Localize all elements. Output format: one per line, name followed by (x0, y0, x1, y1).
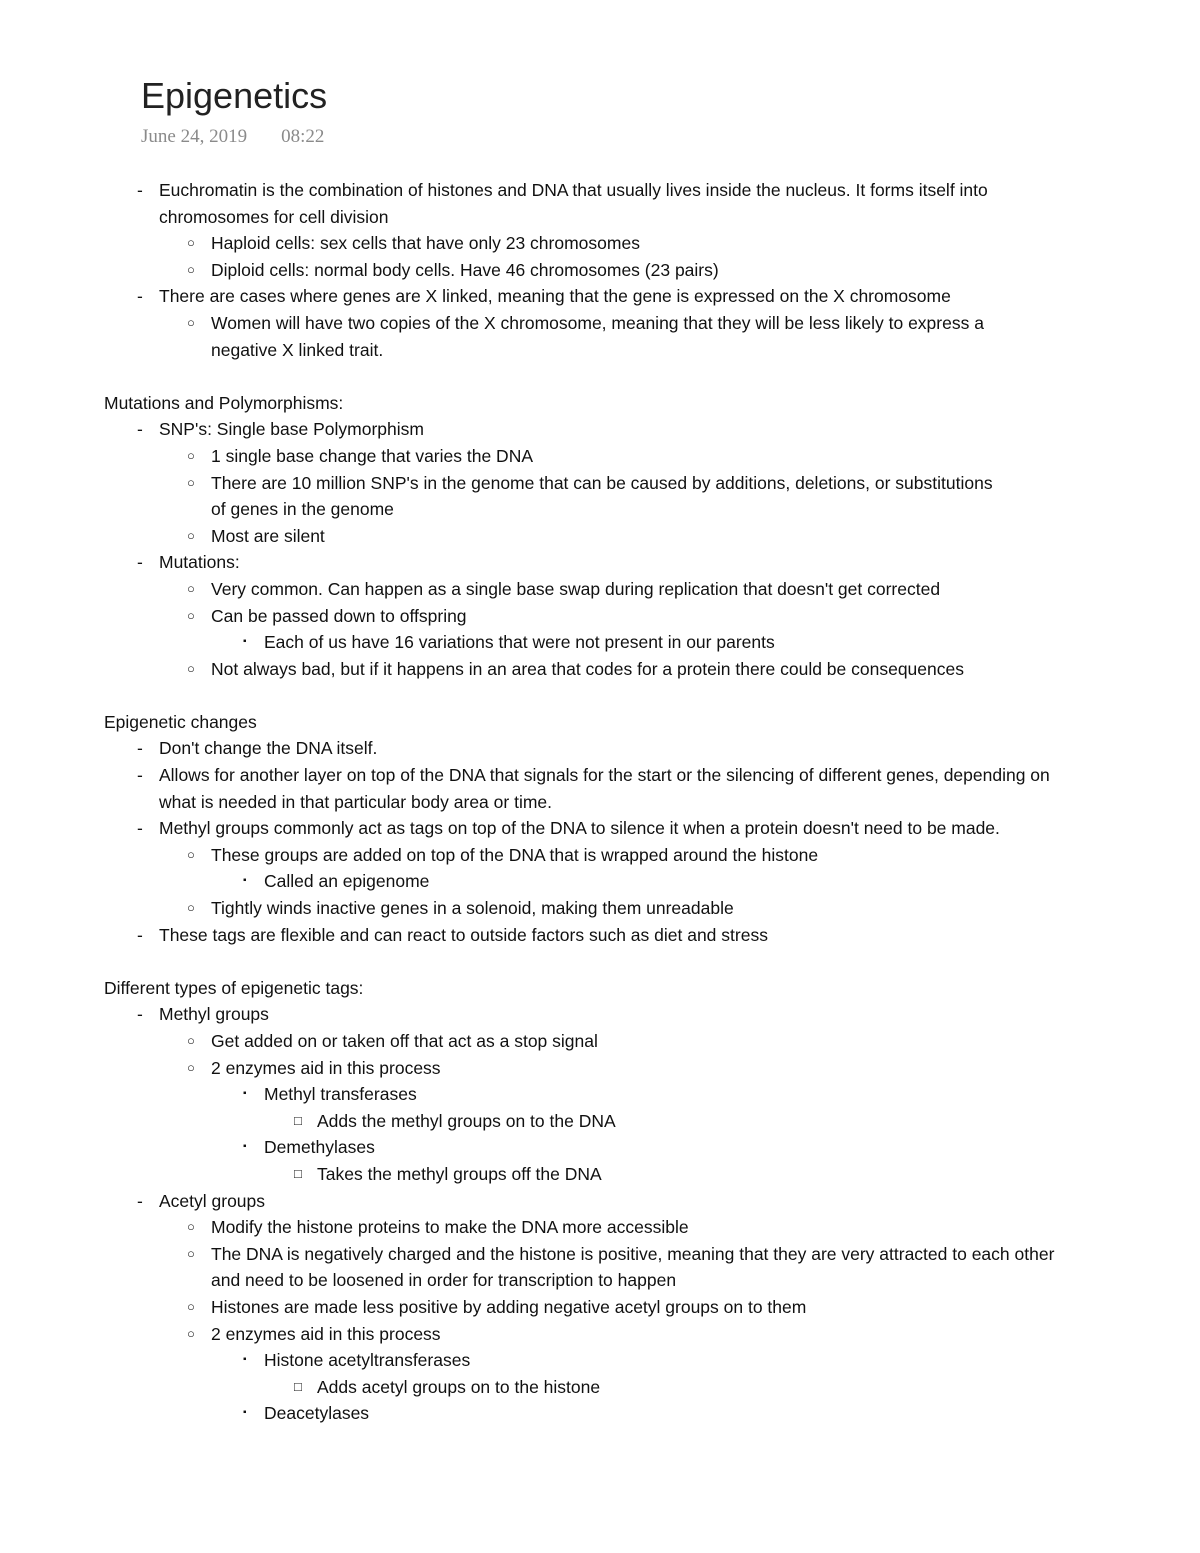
list-item (159, 523, 1104, 550)
note-body (104, 177, 1104, 1427)
list-item (211, 629, 1104, 656)
list-item (159, 230, 1104, 257)
sub-list (264, 1161, 1104, 1188)
list-item (104, 416, 1104, 549)
list-item-text: Acetyl groups (159, 1190, 266, 1211)
list-item-text: Modify the histone proteins to make the DNA more accessible (211, 1217, 689, 1238)
list-item-text: Can be passed down to offspring (211, 605, 467, 626)
sub-list (159, 1028, 1104, 1188)
dash-bullet: - (137, 1004, 143, 1025)
list-item (159, 1294, 1104, 1321)
square-bullet: ▪ (243, 875, 247, 887)
circle-bullet: ○ (187, 314, 195, 330)
list-item (104, 762, 1104, 815)
list-item-text: These tags are flexible and can react to outside factors such as diet and stress (159, 924, 768, 945)
square-bullet: ▪ (243, 636, 247, 648)
list-item-text: Takes the methyl groups off the DNA (317, 1163, 602, 1184)
dash-bullet: - (137, 1190, 143, 1211)
note-timestamp (141, 125, 324, 149)
list-item (159, 603, 1104, 656)
list-item (159, 1055, 1104, 1188)
list-item-text: Don't change the DNA itself. (159, 738, 378, 759)
list-item (211, 868, 1104, 895)
circle-bullet: ○ (187, 580, 195, 596)
circle-bullet: ○ (187, 1325, 195, 1341)
list-item (264, 1374, 1104, 1401)
list-item-text: Methyl transferases (264, 1084, 417, 1105)
checkbox-bullet: □ (294, 1112, 302, 1128)
sub-list (264, 1108, 1104, 1135)
circle-bullet: ○ (187, 607, 195, 623)
list-item (211, 1347, 1104, 1400)
section-heading-epigenetic-changes: Epigenetic changes (104, 711, 257, 732)
circle-bullet: ○ (187, 900, 195, 916)
list-item-text: Women will have two copies of the X chromosome, meaning that they will be less likely to express a negative X linked trait. (211, 312, 984, 360)
dash-bullet: - (137, 765, 143, 786)
list-item (104, 922, 1104, 949)
list-item-text: Adds acetyl groups on to the histone (317, 1376, 601, 1397)
list-item (159, 1241, 1104, 1294)
sub-list (159, 230, 1104, 283)
mutations-list (104, 416, 1104, 682)
list-item (264, 1108, 1104, 1135)
list-item (264, 1161, 1104, 1188)
list-item (104, 177, 1104, 283)
dash-bullet: - (137, 419, 143, 440)
list-item-text: Tightly winds inactive genes in a solenoid, making them unreadable (211, 898, 734, 919)
dash-bullet: - (137, 738, 143, 759)
sub-list (159, 1214, 1104, 1427)
list-item (159, 1214, 1104, 1241)
note-date: June 24, 2019 (141, 126, 248, 147)
dash-bullet: - (137, 180, 143, 200)
list-item-text: SNP's: Single base Polymorphism (159, 419, 424, 440)
sub-list (211, 1347, 1104, 1427)
circle-bullet: ○ (187, 474, 195, 490)
list-item (104, 815, 1104, 921)
list-item-text: Methyl groups commonly act as tags on top of the DNA to silence it when a protein doesn't need to be made. (159, 818, 1000, 839)
sub-list (211, 868, 1104, 895)
section-heading-tag-types: Different types of epigenetic tags: (104, 977, 364, 998)
square-bullet: ▪ (243, 1407, 247, 1419)
circle-bullet: ○ (187, 261, 195, 277)
sub-list (159, 443, 1104, 549)
sub-list (211, 1081, 1104, 1187)
list-item-text: Methyl groups (159, 1004, 269, 1025)
spacer (104, 682, 1104, 709)
list-item (159, 842, 1104, 895)
list-item (104, 1001, 1104, 1187)
epigenetic-changes-list (104, 735, 1104, 948)
list-item-text: Not always bad, but if it happens in an area that codes for a protein there could be consequences (211, 658, 964, 679)
list-item-text: Deacetylases (264, 1403, 370, 1424)
list-item-text: 1 single base change that varies the DNA (211, 445, 533, 466)
list-item-text: Histone acetyltransferases (264, 1350, 471, 1371)
dash-bullet: - (137, 552, 143, 573)
list-item-text: Euchromatin is the combination of histones and DNA that usually lives inside the nucleus. It forms itself into chromosomes for cell division (159, 180, 988, 227)
list-item (211, 1134, 1104, 1187)
checkbox-bullet: □ (294, 1378, 302, 1394)
list-item-text: Very common. Can happen as a single base swap during replication that doesn't get corrected (211, 578, 941, 599)
list-item (104, 735, 1104, 762)
list-item-text: 2 enzymes aid in this process (211, 1323, 441, 1344)
list-item-text: Mutations: (159, 552, 240, 573)
list-item (104, 1188, 1104, 1427)
list-item-text: Each of us have 16 variations that were not present in our parents (264, 632, 775, 653)
sub-list (159, 576, 1104, 682)
list-item-text: 2 enzymes aid in this process (211, 1057, 441, 1078)
list-item-text: Get added on or taken off that act as a stop signal (211, 1031, 598, 1051)
spacer (104, 363, 1104, 390)
spacer (104, 948, 1104, 975)
circle-bullet: ○ (187, 447, 195, 463)
sub-list (264, 1374, 1104, 1401)
list-item-text: Haploid cells: sex cells that have only 23 chromosomes (211, 233, 640, 254)
circle-bullet: ○ (187, 1059, 195, 1075)
circle-bullet: ○ (187, 527, 195, 543)
list-item (104, 283, 1104, 363)
list-item (211, 1081, 1104, 1134)
sub-list (211, 629, 1104, 656)
list-item (159, 576, 1104, 603)
list-item (159, 656, 1104, 683)
circle-bullet: ○ (187, 1033, 195, 1048)
dash-bullet: - (137, 286, 143, 307)
circle-bullet: ○ (187, 846, 195, 862)
list-item (159, 1028, 1104, 1055)
list-item-text: Diploid cells: normal body cells. Have 46 chromosomes (23 pairs) (211, 259, 719, 280)
circle-bullet: ○ (187, 1298, 195, 1314)
sub-list (159, 310, 1104, 363)
circle-bullet: ○ (187, 660, 195, 676)
tag-types-list (104, 1001, 1104, 1427)
list-item-text: Allows for another layer on top of the DNA that signals for the start or the silencing of different genes, depending on what is needed in that particular body area or time. (159, 765, 1050, 812)
intro-list (104, 177, 1104, 363)
list-item (159, 257, 1104, 284)
list-item-text: Histones are made less positive by adding negative acetyl groups on to them (211, 1296, 807, 1317)
list-item-text: Demethylases (264, 1137, 375, 1158)
list-item-text: Called an epigenome (264, 871, 430, 892)
sub-list (159, 842, 1104, 922)
list-item-text: Most are silent (211, 525, 325, 546)
list-item (159, 310, 1104, 363)
list-item (159, 443, 1104, 470)
list-item (159, 470, 1104, 523)
square-bullet: ▪ (243, 1354, 247, 1366)
list-item-text: There are cases where genes are X linked, meaning that the gene is expressed on the X chromosome (159, 286, 951, 307)
list-item (104, 549, 1104, 682)
checkbox-bullet: □ (294, 1165, 302, 1181)
square-bullet: ▪ (243, 1141, 247, 1153)
dash-bullet: - (137, 924, 143, 945)
list-item-text: Adds the methyl groups on to the DNA (317, 1110, 616, 1131)
page-title: Epigenetics (141, 75, 328, 116)
list-item (159, 895, 1104, 922)
circle-bullet: ○ (187, 1219, 195, 1235)
list-item-text: The DNA is negatively charged and the histone is positive, meaning that they are very attracted to each other and need to be loosened in order for transcription to happen (211, 1243, 1055, 1291)
list-item (211, 1400, 1104, 1427)
section-heading-mutations: Mutations and Polymorphisms: (104, 392, 344, 413)
list-item-text: There are 10 million SNP's in the genome that can be caused by additions, deletions, or substitutions of genes in the genome (211, 472, 993, 520)
circle-bullet: ○ (187, 1245, 195, 1261)
list-item (159, 1321, 1104, 1427)
dash-bullet: - (137, 818, 143, 839)
note-time: 08:22 (281, 126, 325, 147)
circle-bullet: ○ (187, 235, 195, 251)
list-item-text: These groups are added on top of the DNA that is wrapped around the histone (211, 844, 819, 865)
square-bullet: ▪ (243, 1088, 247, 1100)
